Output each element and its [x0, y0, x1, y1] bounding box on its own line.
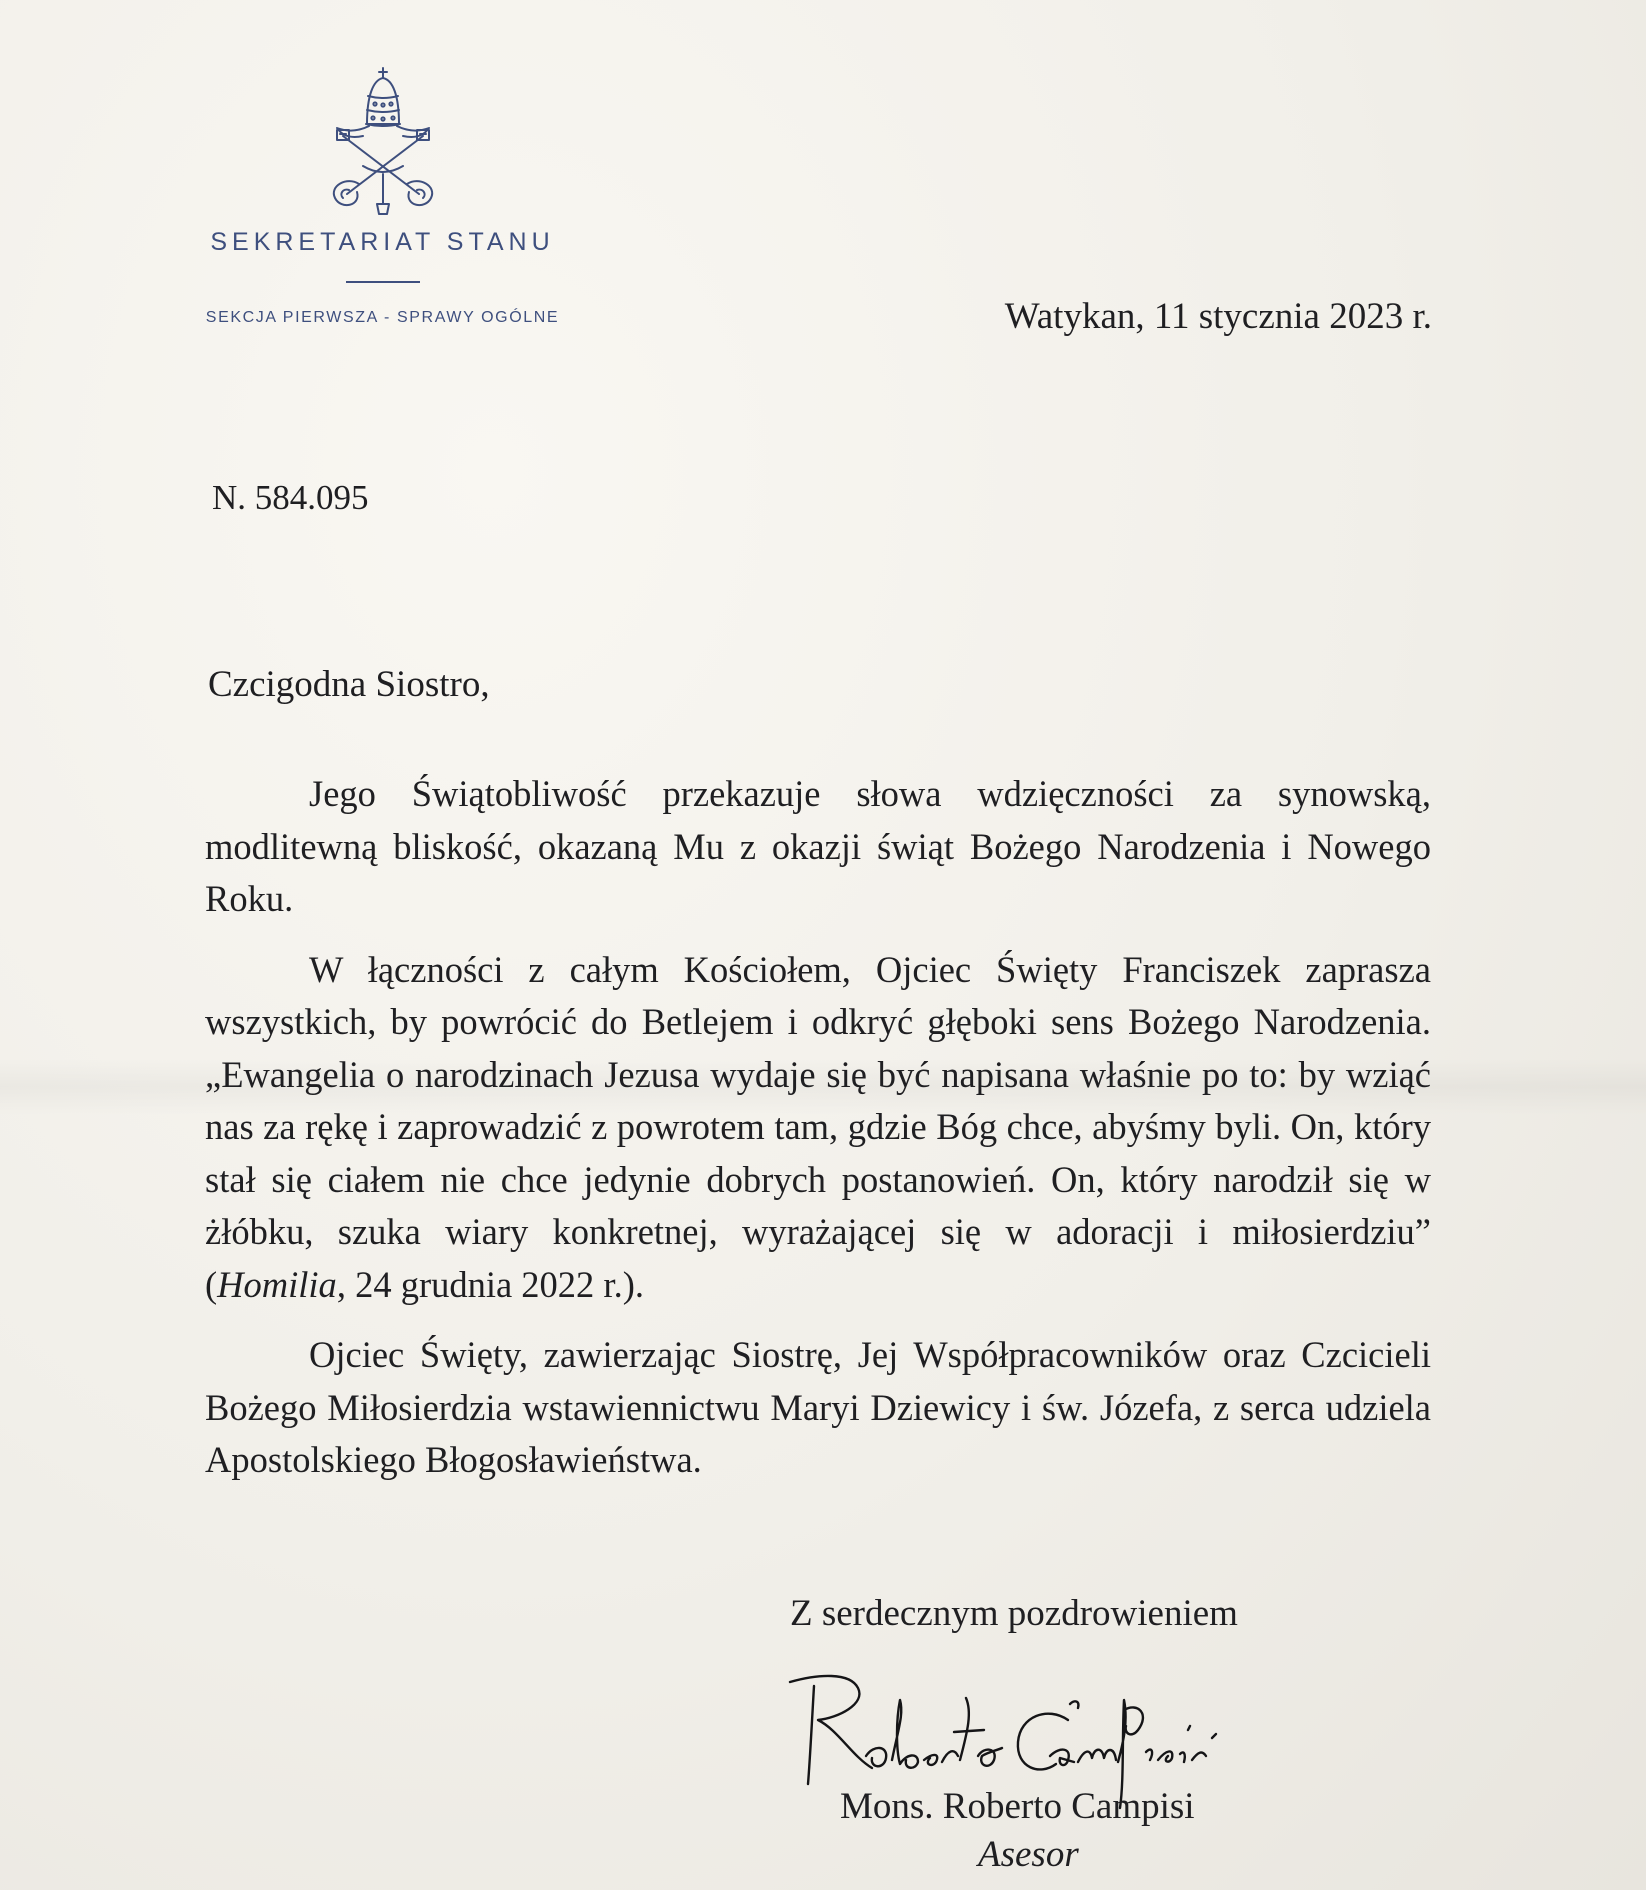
- letterhead-divider: [346, 281, 420, 283]
- salutation: Czcigodna Siostro,: [208, 664, 490, 705]
- signer-name: Mons. Roberto Campisi: [840, 1786, 1195, 1827]
- body-paragraph-3: Ojciec Święty, zawierzając Siostrę, Jej Współpracowników oraz Czcicieli Bożego Miłosierdzia wstawiennictwu Maryi Dziewicy i św. Józefa, z serca udziela Apostolskiego Błogosławieństwa.: [205, 1334, 1431, 1480]
- body-paragraph-2-text: W łączności z całym Kościołem, Ojciec Święty Franciszek zaprasza wszystkich, by powrócić do Betlejem i odkryć głęboki sens Bożego Narodzenia. „Ewangelia o narodzinach Jezusa wydaje się być napisana właśnie po to: by wziąć nas za rękę i zaprowadzić z powrotem tam, gdzie Bóg chce, abyśmy byli. On, który stał się ciałem nie chce jedynie dobrych postanowień. On, który narodził się w żłóbku, szuka wiary konkretnej, wyrażającej się w adoracji i miłosierdziu” (: [205, 948, 1431, 1305]
- section-name: SEKCJA PIERWSZA - SPRAWY OGÓLNE: [205, 309, 560, 326]
- citation-date: , 24 grudnia 2022 r.).: [336, 1263, 644, 1305]
- body-paragraph-2: [205, 944, 1431, 1312]
- papal-keys-tiara-icon: [323, 66, 443, 216]
- letterhead: [150, 66, 615, 327]
- protocol-number: N. 584.095: [212, 478, 369, 517]
- citation-title: Homilia: [217, 1263, 337, 1305]
- letter-body: [205, 768, 1431, 1505]
- office-name: SEKRETARIAT STANU: [210, 228, 555, 256]
- signer-title: Asesor: [978, 1834, 1079, 1875]
- closing: Z serdecznym pozdrowieniem: [790, 1593, 1238, 1634]
- body-paragraph-1: Jego Świątobliwość przekazuje słowa wdzięczności za synowską, modlitewną bliskość, okazaną Mu z okazji świąt Bożego Narodzenia i Nowego Roku.: [205, 773, 1431, 919]
- dateline: Watykan, 11 stycznia 2023 r.: [1004, 296, 1432, 337]
